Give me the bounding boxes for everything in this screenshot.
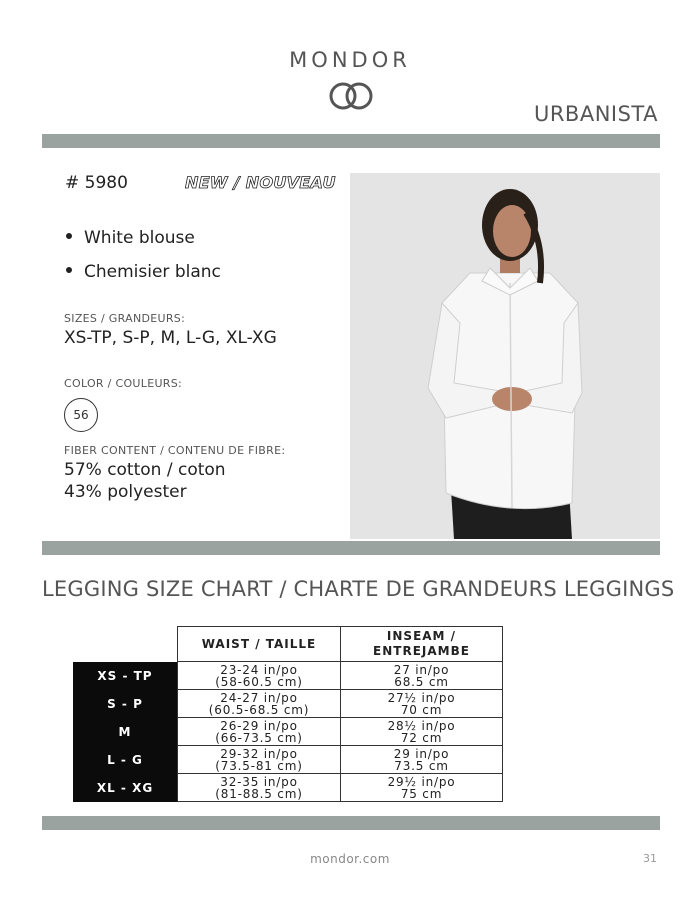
color-swatch: 56 [64,398,98,432]
model-illustration [350,173,660,539]
waist-cm: (58-60.5 cm) [215,674,303,689]
waist-cm: (73.5-81 cm) [215,758,303,773]
inseam-in: 29 in/po [393,746,450,761]
inseam-cm: 70 cm [400,702,443,717]
table-row [73,662,503,690]
size-cell: M [73,718,178,746]
column-header-waist: WAIST / TAILLE [178,627,341,662]
sizes-value: XS-TP, S-P, M, L-G, XL-XG [64,328,277,348]
waist-cell [178,746,341,774]
waist-cm: (60.5-68.5 cm) [208,702,310,717]
inseam-in: 27 in/po [393,662,450,677]
page-number: 31 [643,852,657,865]
waist-cell [178,690,341,718]
inseam-cm: 72 cm [400,730,443,745]
inseam-header-line: INSEAM / [386,629,457,643]
inseam-cm: 73.5 cm [394,758,449,773]
bullet-text: Chemisier blanc [84,262,221,282]
size-cell: L - G [73,746,178,774]
footer-website: mondor.com [310,852,390,866]
waist-cell [178,774,341,802]
inseam-in: 28½ in/po [387,718,456,733]
inseam-cm: 75 cm [400,786,443,801]
product-photo [350,173,660,539]
fiber-line: 57% cotton / coton [64,460,226,480]
size-cell: XS - TP [73,662,178,690]
brand-logo-text: MONDOR [289,48,411,72]
inseam-header-line: ENTREJAMBE [373,644,470,658]
size-chart-title: LEGGING SIZE CHART / CHARTE DE GRANDEURS LEGGINGS [42,577,675,601]
bullet-dot-icon [66,267,72,273]
bullet-text: White blouse [84,228,195,248]
waist-cell [178,718,341,746]
brand-rings-logo [324,80,378,112]
waist-in: 23-24 in/po [220,662,298,677]
fiber-label: FIBER CONTENT / CONTENU DE FIBRE: [64,444,286,457]
product-bullet [66,228,195,248]
table-row [73,746,503,774]
waist-in: 26-29 in/po [220,718,298,733]
inseam-cell [341,662,503,690]
table-row [73,774,503,802]
inseam-cm: 68.5 cm [394,674,449,689]
waist-cm: (66-73.5 cm) [215,730,303,745]
size-chart-table [73,626,503,802]
product-bullet [66,262,221,282]
size-chart-header-row [73,627,503,662]
inseam-cell [341,774,503,802]
waist-cell [178,662,341,690]
new-badge: NEW / NOUVEAU [185,173,336,192]
header-corner [73,627,178,662]
middle-divider-bar [42,541,660,555]
bullet-dot-icon [66,233,72,239]
column-header-inseam [341,627,503,662]
top-divider-bar [42,134,660,148]
collection-title: URBANISTA [533,102,658,126]
waist-in: 29-32 in/po [220,746,298,761]
table-row [73,718,503,746]
inseam-cell [341,690,503,718]
color-label: COLOR / COULEURS: [64,377,183,390]
size-cell: XL - XG [73,774,178,802]
waist-cm: (81-88.5 cm) [215,786,303,801]
inseam-in: 27½ in/po [387,690,456,705]
waist-in: 24-27 in/po [220,690,298,705]
size-cell: S - P [73,690,178,718]
inseam-cell [341,746,503,774]
table-row [73,690,503,718]
inseam-cell [341,718,503,746]
sizes-label: SIZES / GRANDEURS: [64,312,186,325]
bottom-divider-bar [42,816,660,830]
fiber-line: 43% polyester [64,482,187,502]
waist-in: 32-35 in/po [220,774,298,789]
product-sku: # 5980 [65,173,128,193]
inseam-in: 29½ in/po [387,774,456,789]
